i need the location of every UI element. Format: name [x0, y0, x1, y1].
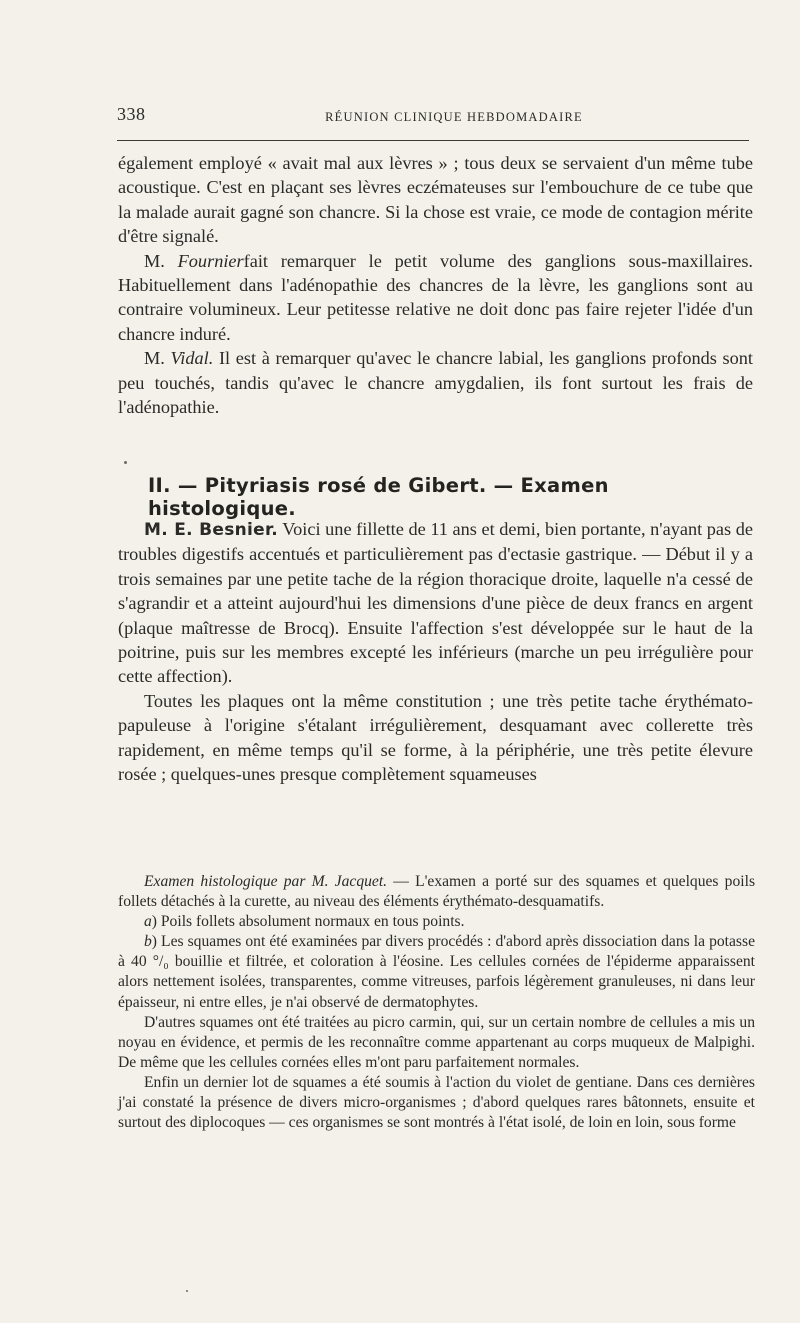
paragraph-fournier: [118, 249, 753, 347]
item-a-label: a: [144, 913, 152, 931]
vidal-remark: Il est à remarquer qu'avec le chancre labial, les ganglions profonds sont peu touchés, tandis qu'avec le chancre amygdalien, ils font surtout les frais de l'adénopathie.: [118, 348, 753, 418]
item-a: [118, 912, 755, 932]
speaker-fournier: Fournier: [177, 250, 244, 271]
paragraph-picro-carmin: D'autres squames ont été traitées au picro carmin, qui, sur un certain nombre de cellules a mis un noyau en évidence, et permis de les reconnaître comme appartenant au corps muqueux de Malpighi. De même que les cellules cornées elles m'ont paru parfaitement normales.: [118, 1013, 755, 1071]
ink-speck: [186, 1290, 188, 1292]
examiner-name: M. Jacquet.: [311, 873, 388, 890]
paragraph-exam-intro: [118, 872, 755, 912]
running-title: RÉUNION CLINIQUE HEBDOMADAIRE: [325, 110, 583, 124]
paragraph-violet-gentiane: Enfin un dernier lot de squames a été soumis à l'action du violet de gentiane. Dans ces dernières j'ai constaté la présence de divers micro-organismes ; d'abord quelques rares bâtonnets, ensuite et surtout des diplocoques — ces organismes se sont montrés à l'état isolé, de loin en loin, sous forme: [118, 1073, 755, 1132]
besnier-text: [118, 517, 753, 786]
item-a-text: ) Poils follets absolument normaux en tous points.: [151, 913, 465, 931]
paragraph-vidal: [118, 346, 753, 419]
paragraph-tube-acoustique: également employé « avait mal aux lèvres » ; tous deux se servaient d'un même tube acoustique. C'est en plaçant ses lèvres eczémateuses sur l'embouchure de ce tube que la malade aurait gagné son chancre. Si la chose est vraie, ce mode de contagion mérite d'être signalé.: [118, 153, 753, 247]
exam-heading: Examen histologique par: [144, 873, 312, 890]
page-number: 338: [117, 104, 146, 124]
page-header: [117, 104, 751, 134]
fournier-prefix: M.: [144, 250, 178, 271]
opening-text: [118, 151, 753, 419]
besnier-case-text: Voici une fillette de 11 ans et demi, bien portante, n'ayant pas de troubles digestifs accentués et particulièrement pas d'ectasie gastrique. — Début il y a trois semaines par une petite tache de la région thoracique droite, laquelle n'a cessé de s'agrandir et a atteint aujourd'hui les dimensions d'une pièce de deux francs en argent (plaque maîtresse de Brocq). Ensuite l'affection s'est développée sur le haut de la poitrine, puis sur les membres excepté les inférieurs (marche un peu irrégulière pour cette affection).: [118, 519, 753, 687]
speaker-vidal: Vidal.: [170, 348, 214, 369]
histology-report: [118, 872, 755, 1133]
item-b-text: ) Les squames ont été examinées par divers procédés : d'abord après dissociation dans la potasse à 40 °/₀ bouillie et filtrée, et coloration à l'éosine. Les cellules cornées de l'épiderme apparaissent alors nettement isolées, transparentes, comme vitreuses, parfois légèrement granuleuses, ni dans leur épaisseur, ni entre elles, je n'ai observé de dermatophytes.: [118, 933, 755, 1011]
speaker-besnier: M. E. Besnier.: [144, 520, 279, 540]
paragraph-besnier-case: [118, 517, 753, 689]
header-rule: [117, 140, 749, 141]
item-b: [118, 932, 755, 1012]
ink-speck: [124, 461, 127, 464]
vidal-prefix: M.: [144, 348, 171, 369]
paragraph-plaques: Toutes les plaques ont la même constitution ; une très petite tache érythémato-papuleuse à l'origine s'étalant irrégulièrement, desquamant avec collerette très rapidement, en même temps qu'il se forme, à la périphérie, une très petite élevure rosée ; quelques-unes presque complètement squameuses: [118, 690, 753, 785]
exam-intro-text: — L'examen a porté sur des squames et quelques poils follets détachés à la curette, au niveau des éléments érythémato-desquamatifs.: [118, 873, 756, 911]
item-b-label: b: [144, 933, 152, 951]
fournier-remark: fait remarquer le petit volume des ganglions sous-maxillaires. Habituellement dans l'adénopathie des chancres de la lèvre, les ganglions sont au contraire volumineux. Leur petitesse relative ne doit donc pas faire rejeter l'idée d'un chancre induré.: [118, 250, 753, 344]
section-heading: II. — Pityriasis rosé de Gibert. — Examen histologique.: [148, 474, 609, 520]
